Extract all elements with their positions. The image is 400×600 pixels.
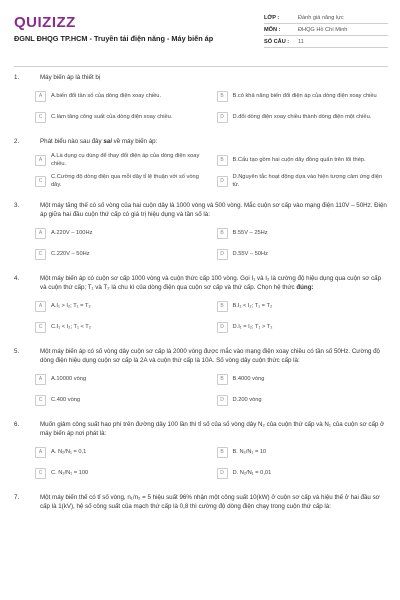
option-letter: C <box>35 395 46 406</box>
option-text: A.I₁ > I₂; T₁ = T₂ <box>51 302 91 309</box>
question-1 <box>14 74 388 126</box>
option-letter: A <box>35 447 46 458</box>
quizizz-logo: QUIZIZZ <box>14 14 76 31</box>
question-number: 3. <box>14 201 20 209</box>
question-4 <box>14 275 388 336</box>
question-text: Một máy biến thế có tỉ số vòng, n₁/n₂ = 5 hiệu suất 96% nhận một công suất 10(kW) ở cuộn sơ cấp và hiệu thế ở hai đầu sơ cấp là 1(kV), hệ số công suất của mạch thứ cấp là 0,8 thì cường độ dòng điện chạy trong cuộn thứ cấp là: <box>40 493 380 510</box>
option-d[interactable] <box>217 320 389 336</box>
option-letter: B <box>217 374 228 385</box>
question-list <box>14 74 388 524</box>
question-3 <box>14 202 388 263</box>
meta-value: Đánh giá năng lực <box>298 14 344 21</box>
option-letter: B <box>217 155 228 166</box>
option-d[interactable] <box>217 393 389 409</box>
question-text: Muốn giảm công suất hao phí trên đường dây 100 lần thì tỉ số của số vòng dây N₂ của cuộn thứ cấp và N₁ của cuộn sơ cấp ở máy biến áp nơi phát là: <box>40 420 385 437</box>
option-text: A.220V – 100Hz <box>51 229 93 236</box>
question-text-after: về máy biến áp: <box>111 137 158 145</box>
option-text: C. N₂/N₁ = 100 <box>51 469 89 476</box>
option-b[interactable] <box>217 226 389 242</box>
meta-key: SỐ CÂU : <box>264 38 290 45</box>
question-7 <box>14 494 388 512</box>
option-text: C.Cường độ dòng điện qua mỗi dây tỉ lệ thuận với số vòng dây. <box>51 173 199 188</box>
option-text: B.55V – 25Hz <box>232 229 268 236</box>
document-title: ĐGNL ĐHQG TP.HCM - Truyền tải điện năng - Máy biến áp <box>14 34 214 43</box>
meta-row-class <box>264 12 388 24</box>
question-text: Một máy tăng thế có số vòng của hai cuộn dây là 1000 vòng và 500 vòng. Mắc cuộn sơ cấp vào mạng điện 110V – 50Hz. Điện áp giữa hai đầu cuộn thứ cấp có giá trị hiệu dụng và tần số là: <box>40 201 387 218</box>
option-letter: C <box>35 249 46 260</box>
option-text: C.400 vòng <box>51 396 81 403</box>
question-text: Máy biến áp là thiết bị <box>40 74 101 81</box>
option-letter: D <box>217 322 228 333</box>
option-a[interactable] <box>35 372 207 388</box>
header-divider <box>14 66 388 67</box>
option-text: D. N₂/N₁ = 0,01 <box>232 469 272 476</box>
option-text: C.220V – 50Hz <box>51 250 90 257</box>
question-number: 4. <box>14 274 20 282</box>
option-text: B.Cấu tạo gồm hai cuộn dây đồng quấn trên lõi thép. <box>232 156 366 163</box>
question-2 <box>14 138 388 190</box>
meta-key: MÔN : <box>264 26 281 33</box>
question-text-emphasis: sai <box>103 137 112 145</box>
meta-key: LỚP : <box>264 14 280 21</box>
option-b[interactable] <box>217 299 389 315</box>
option-letter: B <box>217 91 228 102</box>
question-text: Một máy biến áp có số vòng dây cuộn sơ cấp là 2000 vòng được mắc vào mạng điện xoay chiều có tần số 50Hz. Cường độ dòng điện hiệu dụng cuộn sơ cấp là 2A và cuộn thứ cấp là 10A. Số vòng dây cuộn thức cấp là: <box>40 347 380 364</box>
option-letter: C <box>35 468 46 479</box>
option-c[interactable] <box>35 174 207 190</box>
question-number: 2. <box>14 137 20 145</box>
option-c[interactable] <box>35 320 207 336</box>
option-letter: C <box>35 112 46 123</box>
option-a[interactable] <box>35 299 207 315</box>
question-6 <box>14 421 388 482</box>
option-letter: A <box>35 228 46 239</box>
option-letter: D <box>217 176 228 187</box>
option-b[interactable] <box>217 445 389 461</box>
option-text: D.200 vòng <box>232 396 262 403</box>
option-text: A.Là dụng cụ dùng để thay đổi điện áp của dòng điện xoay chiều. <box>51 152 200 167</box>
question-text-main: Một máy biến áp có cuộn sơ cấp 1000 vòng và cuộn thức cấp 100 vòng. Gọi I₁ và I₂ là cường độ hiệu dụng qua cuộn sơ cấp và cuộn thứ cấp; T₁ và T₂ là chu kì của dòng điện qua cuộn sơ cấp và thứ cấp. Chọn hệ thức <box>40 274 382 291</box>
option-letter: C <box>35 176 46 187</box>
option-letter: B <box>217 447 228 458</box>
option-d[interactable] <box>217 466 389 482</box>
option-text: D.đổi dòng điện xoay chiều thành dòng điện một chiều. <box>232 113 372 120</box>
option-letter: D <box>217 249 228 260</box>
option-text: C.I₁ < I₂; T₁ < T₂ <box>51 323 91 330</box>
meta-value: ĐHQG Hồ Chí Minh <box>298 26 348 33</box>
option-a[interactable] <box>35 226 207 242</box>
option-letter: A <box>35 155 46 166</box>
option-letter: B <box>217 228 228 239</box>
option-text: A. N₂/N₁ = 0,1 <box>51 448 87 455</box>
option-text: B.I₁ < I₂; T₁ = T₂ <box>232 302 273 309</box>
question-text <box>40 275 388 293</box>
option-text: A.10000 vòng <box>51 375 87 382</box>
option-d[interactable] <box>217 247 389 263</box>
option-a[interactable] <box>35 445 207 461</box>
option-b[interactable] <box>217 89 389 105</box>
meta-value: 11 <box>298 38 304 45</box>
question-5 <box>14 348 388 409</box>
option-letter: C <box>35 322 46 333</box>
meta-row-count <box>264 36 388 48</box>
question-text-before: Phát biểu nào sau đây <box>40 137 104 145</box>
question-text <box>40 138 388 147</box>
option-letter: A <box>35 374 46 385</box>
option-letter: A <box>35 301 46 312</box>
option-c[interactable] <box>35 466 207 482</box>
option-letter: A <box>35 91 46 102</box>
option-a[interactable] <box>35 89 207 105</box>
option-text: A.biến đổi tần số của dòng điện xoay chiều. <box>51 92 162 99</box>
question-number: 1. <box>14 74 20 81</box>
question-number: 5. <box>14 347 20 355</box>
option-c[interactable] <box>35 393 207 409</box>
option-text: D.Nguyên tắc hoạt động dựa vào hiện tượng cảm ứng điện từ. <box>232 173 383 188</box>
option-text: C.làm tăng công suất của dòng điện xoay chiều. <box>51 113 173 120</box>
option-letter: D <box>217 395 228 406</box>
option-text: B.có khả năng biến đổi điện áp của dòng điện xoay chiều <box>232 92 377 99</box>
option-b[interactable] <box>217 372 389 388</box>
meta-table <box>264 12 388 48</box>
option-text: D.I₁ = I₂; T₁ > T₂ <box>232 323 273 330</box>
question-number: 7. <box>14 493 20 501</box>
option-text: D.55V – 50Hz <box>232 250 268 257</box>
option-b[interactable] <box>217 153 389 169</box>
meta-row-subject <box>264 24 388 36</box>
question-text-strong: đúng: <box>296 283 314 291</box>
option-letter: D <box>217 468 228 479</box>
option-text: B.4000 vòng <box>232 375 265 382</box>
option-d[interactable] <box>217 174 389 190</box>
option-text: B. N₂/N₁ = 10 <box>232 448 267 455</box>
question-number: 6. <box>14 420 20 428</box>
option-letter: D <box>217 112 228 123</box>
option-a[interactable] <box>35 153 207 169</box>
option-c[interactable] <box>35 247 207 263</box>
option-d[interactable] <box>217 110 389 126</box>
option-letter: B <box>217 301 228 312</box>
option-c[interactable] <box>35 110 207 126</box>
